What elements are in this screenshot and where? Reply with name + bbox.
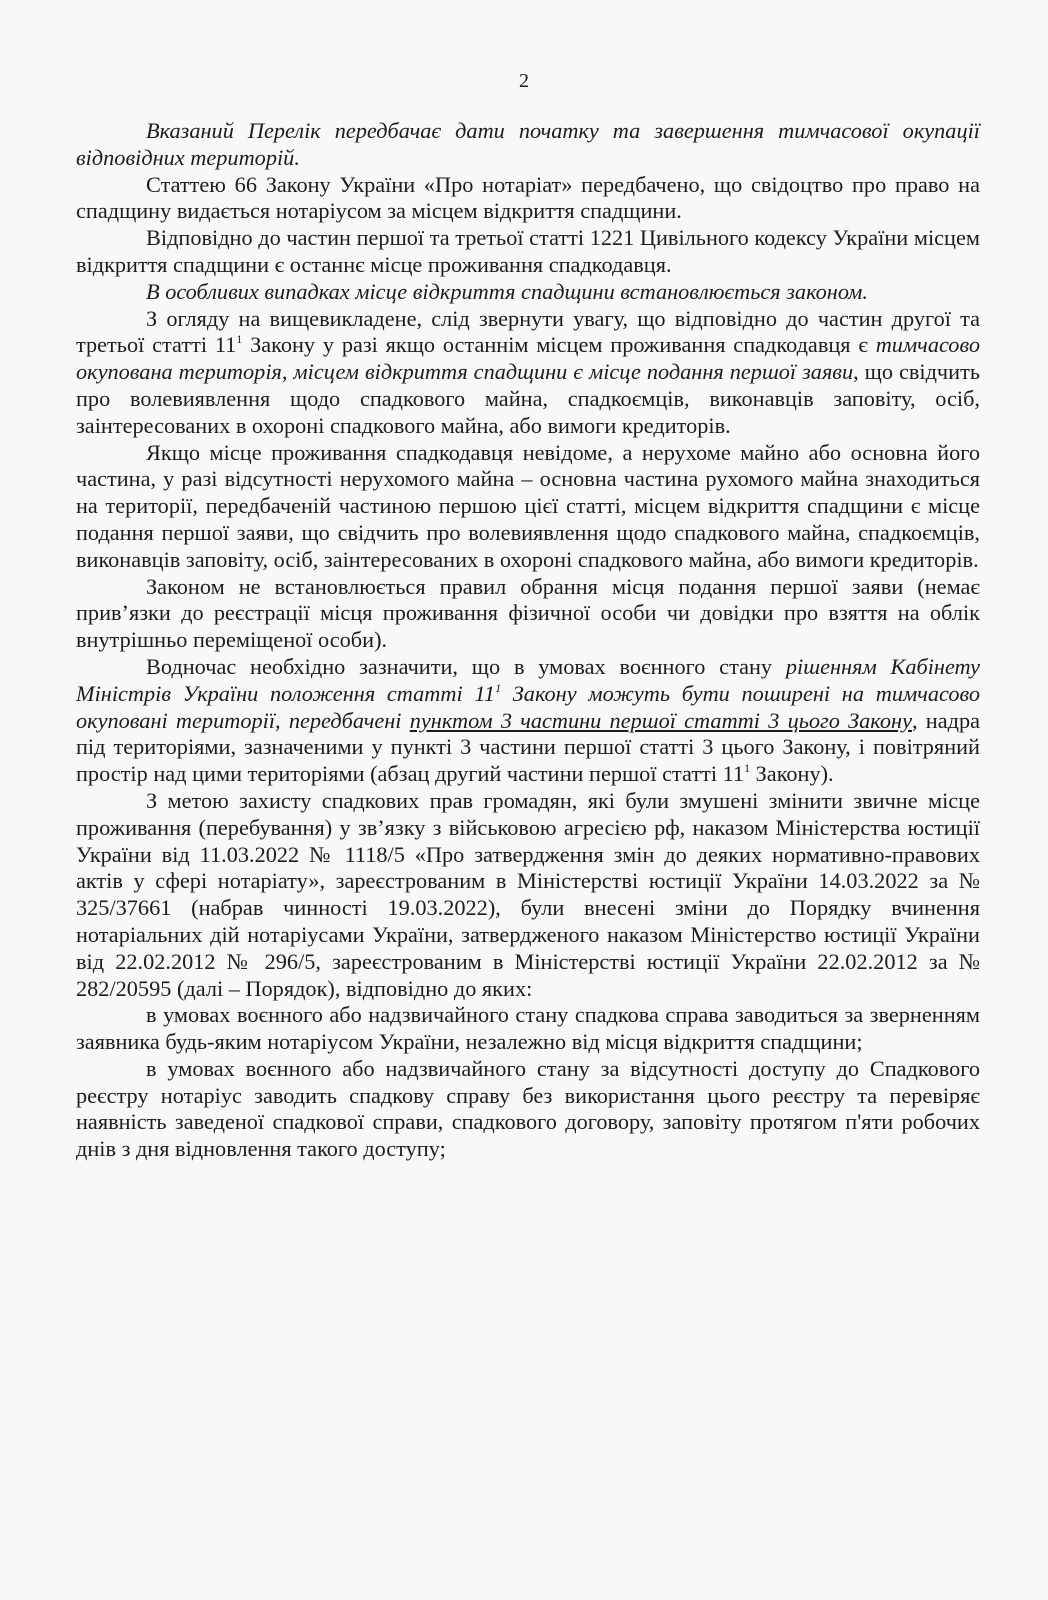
text-run: З огляду на вищевикладене, слід звернути увагу, що відповідно до частин другої та третьої статті 11: [76, 305, 980, 358]
document-body: [76, 118, 980, 1163]
paragraph-italic-text: Вказаний Перелік передбачає дати початку та завершення тимчасової окупації відповідних територій.: [76, 118, 980, 170]
paragraph: в умовах воєнного або надзвичайного стану за відсутності доступу до Спадкового реєстру нотаріус заводить спадкову справу без використання цього реєстру та перевіряє наявність заведеної спадкової справи, спадкового договору, заповіту протягом п'яти робочих днів з дня відновлення такого доступу;: [76, 1055, 980, 1162]
text-run: Водночас необхідно зазначити, що в умовах воєнного стану: [146, 653, 786, 679]
paragraph: Відповідно до частин першої та третьої статті 1221 Цивільного кодексу України місцем відкриття спадщини є останнє місце проживання спадкодавця.: [76, 225, 980, 277]
underlined-run: пунктом 3 частини першої статті 3 цього Закону: [409, 707, 912, 733]
superscript: 1: [236, 332, 243, 347]
text-run: , що свідчить про волевиявлення щодо спадкового майна, спадкоємців, виконавців заповіту, осіб, заінтересованих в охороні спадкового майна, або вимоги кредиторів.: [76, 359, 980, 438]
text-run: , надра під територіями, зазначеними у пункті 3 частини першої статті 3 цього Закону, і повітряний простір над цими територіями (абзац другий частини першої статті 11: [76, 707, 980, 787]
paragraph: [76, 118, 980, 172]
paragraph: Законом не встановлюється правил обрання місця подання першої заяви (немає прив’язки до реєстрації місця проживання фізичної особи чи довідки про взяття на облік внутрішньо переміщеної особи).: [76, 573, 980, 653]
paragraph: Якщо місце проживання спадкодавця невідоме, а нерухоме майно або основна його частина, у разі відсутності нерухомого майна – основна частина рухомого майна знаходиться на території, передбаченій частиною першою цієї статті, місцем відкриття спадщини є місце подання першої заяви, що свідчить про волевиявлення щодо спадкового майна, спадкоємців, виконавців заповіту, осіб, заінтересованих в охороні спадкового майна, або вимоги кредиторів.: [76, 439, 980, 572]
paragraph: З метою захисту спадкових прав громадян, які були змушені змінити звичне місце проживання (перебування) у зв’язку з військовою агресією рф, наказом Міністерства юстиції України від 11.03.2022 № 1118/5 «Про затвердження змін до деяких нормативно-правових актів у сфері нотаріату», зареєстрованим в Міністерстві юстиції України 14.03.2022 за № 325/37661 (набрав чинності 19.03.2022), були внесені зміни до Порядку вчинення нотаріальних дій нотаріусами України, затвердженого наказом Міністерство юстиції України від 22.02.2012 № 296/5, зареєстрованим в Міністерстві юстиції України 22.02.2012 за № 282/20595 (далі – Порядок), відповідно до яких:: [76, 787, 980, 1001]
paragraph: [76, 654, 980, 788]
italic-run: тимчасово окупована територія, місцем відкриття спадщини є місце подання першої заяви: [76, 332, 980, 385]
superscript: 1: [744, 761, 751, 776]
paragraph-italic-text: В особливих випадках місце відкриття спадщини встановлюється законом.: [146, 278, 868, 304]
text-run: рішенням Кабінету Міністрів України положення статті 11: [76, 653, 980, 706]
text-run: Закону можуть бути поширені на тимчасово окуповані території, передбачені: [76, 680, 981, 733]
text-run: Закону).: [750, 761, 834, 787]
paragraph: [76, 306, 980, 440]
superscript: 1: [495, 680, 502, 695]
paragraph: [76, 279, 980, 306]
page-number: 2: [519, 70, 529, 92]
text-run: Закону у разі якщо останнім місцем проживання спадкодавця є: [242, 332, 876, 358]
paragraph: в умовах воєнного або надзвичайного стану спадкова справа заводиться за зверненням заявника будь-яким нотаріусом України, незалежно від місця відкриття спадщини;: [76, 1002, 980, 1055]
paragraph: Статтею 66 Закону України «Про нотаріат» передбачено, що свідоцтво про право на спадщину видається нотаріусом за місцем відкриття спадщини.: [76, 171, 980, 224]
